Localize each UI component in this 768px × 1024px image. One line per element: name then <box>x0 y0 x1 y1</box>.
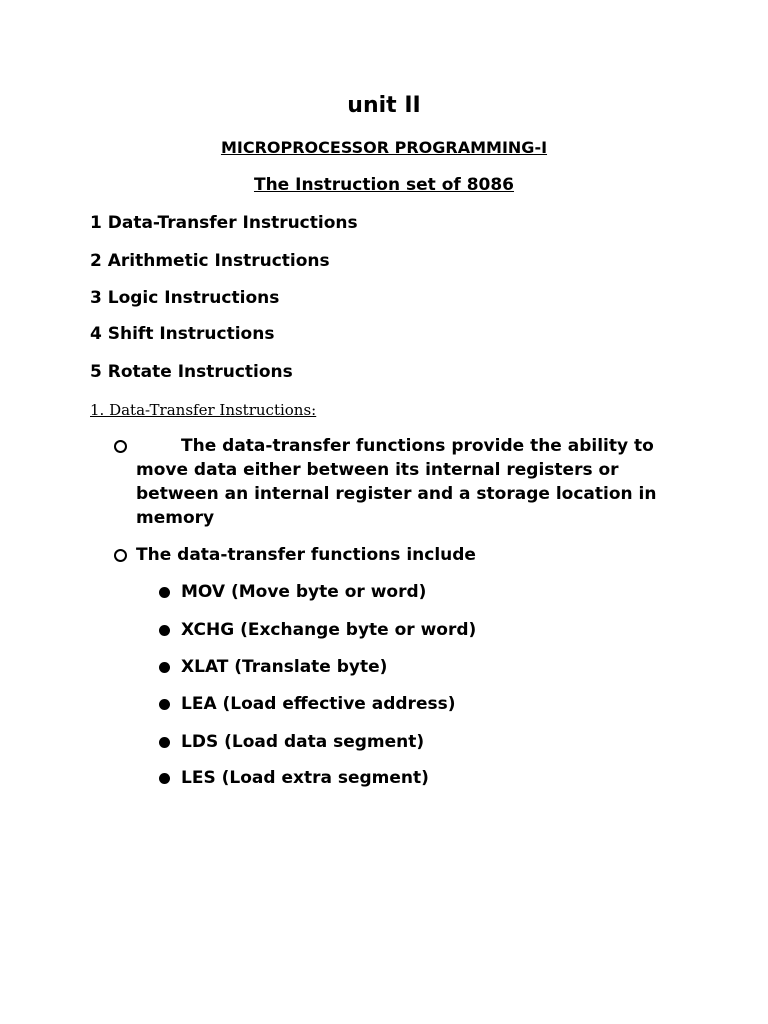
bullet-dot-icon <box>159 737 170 748</box>
hollow-circle-bullet-icon <box>114 549 127 562</box>
bullet-dot-icon <box>159 662 170 673</box>
list-item: LEA (Load effective address) <box>181 694 456 714</box>
list-item: XLAT (Translate byte) <box>181 657 388 677</box>
toc-item-arithmetic: 2 Arithmetic Instructions <box>90 251 330 271</box>
bullet-dot-icon <box>159 773 170 784</box>
page-title: unit II <box>347 93 421 118</box>
bullet-dot-icon <box>159 587 170 598</box>
hollow-circle-bullet-icon <box>114 440 127 453</box>
subsection-heading: 1. Data-Transfer Instructions: <box>90 401 317 419</box>
toc-item-logic: 3 Logic Instructions <box>90 288 280 308</box>
list-item: LDS (Load data segment) <box>181 732 425 752</box>
paragraph-include: The data-transfer functions include <box>136 545 476 565</box>
page-subtitle: MICROPROCESSOR PROGRAMMING-I <box>220 138 548 157</box>
section-title: The Instruction set of 8086 <box>253 175 515 195</box>
list-item: MOV (Move byte or word) <box>181 582 427 602</box>
toc-item-rotate: 5 Rotate Instructions <box>90 362 293 382</box>
toc-item-shift: 4 Shift Instructions <box>90 324 275 344</box>
bullet-dot-icon <box>159 625 170 636</box>
paragraph-description <box>136 434 696 530</box>
list-item: XCHG (Exchange byte or word) <box>181 620 477 640</box>
toc-item-data-transfer: 1 Data-Transfer Instructions <box>90 213 358 233</box>
list-item: LES (Load extra segment) <box>181 768 429 788</box>
paragraph-text: The data-transfer functions provide the ability to move data either between its internal registers or between an internal register and a storage location in memory <box>136 436 657 528</box>
bullet-dot-icon <box>159 699 170 710</box>
